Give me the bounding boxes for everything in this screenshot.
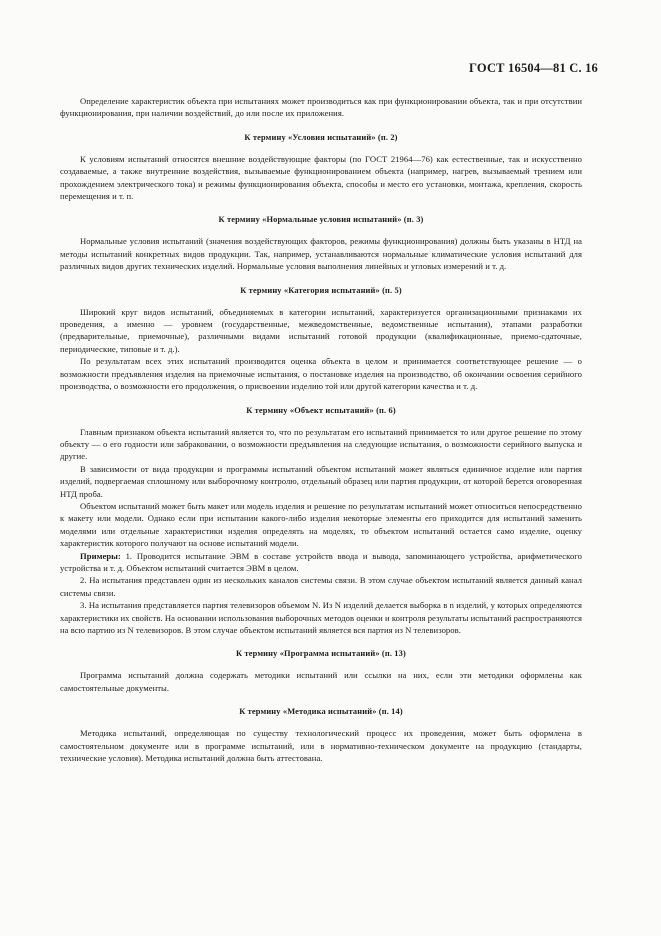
page-header: ГОСТ 16504—81 С. 16 bbox=[469, 61, 598, 75]
section-heading: К термину «Нормальные условия испытаний» (п. 3) bbox=[218, 215, 424, 225]
paragraph: Методика испытаний, определяющая по существу технологический процесс их проведения, может быть оформлена в самостоятельном документе или в программе испытаний, или в нормативно-техническом документе на продукцию (стандарты, технические условия). Методика испытаний должна быть аттестована. bbox=[60, 728, 582, 764]
paragraph-text: 1. Проводится испытание ЭВМ в составе устройств ввода и вывода, запоминающего устройства, арифметического устройства и т. д. Объектом испытаний считается ЭВМ в целом. bbox=[60, 550, 582, 573]
section-heading: К термину «Условия испытаний» (п. 2) bbox=[244, 132, 398, 142]
paragraph: 2. На испытания представлен один из нескольких каналов системы связи. В этом случае объектом испытаний является данный канал системы связи. bbox=[60, 575, 582, 598]
section-heading: К термину «Программа испытаний» (п. 13) bbox=[236, 649, 406, 659]
paragraph: Широкий круг видов испытаний, объединяемых в категории испытаний, характеризуется организационными признаками их проведения, а именно — уровнем (государственные, межведомственные, ведомственные испытания), этапами разработки (предварительные, приемочные), различными видами испытаний готовой продукции (квалификационные, приемо-сдаточные, периодические, типовые и т. д.). bbox=[60, 306, 582, 354]
paragraph: К условиям испытаний относятся внешние воздействующие факторы (по ГОСТ 21964—76) как естественные, так и искусственно создаваемые, а также внутренние воздействия, вызываемые функционированием объекта (например, нагрев, вызываемый трением или прохождением электрического тока) и режимы функционирования объекта, способы и место его установки, монтажа, крепления, скорость перемещения и т. п. bbox=[60, 153, 582, 202]
examples-label: Примеры: bbox=[80, 550, 121, 561]
section-heading: К термину «Объект испытаний» (п. 6) bbox=[246, 405, 396, 415]
paragraph: Главным признаком объекта испытаний является то, что по результатам его испытаний принимается то или другое решение по этому объекту — о его годности или забраковании, о возможности предъявления на следующие испытания, о возможности серийного выпуска и другие. bbox=[60, 426, 582, 462]
paragraph: Определение характеристик объекта при испытаниях может производиться как при функционировании объекта, так и при отсутствии функционирования, при наличии воздействий, до или после их приложения. bbox=[60, 96, 582, 119]
paragraph: В зависимости от вида продукции и программы испытаний объектом испытаний может являться единичное изделие или партия изделий, подвергаемая сплошному или выборочному контролю, отдельный образец или партия продукции, от которой берется оговоренная НТД проба. bbox=[60, 463, 582, 499]
paragraph bbox=[60, 550, 582, 575]
paragraph: 3. На испытания представляется партия телевизоров объемом N. Из N изделий делается выборка в n изделий, у которых определяются характеристики их свойств. На основании использования выборочных методов оценки и контроля результаты испытаний распространяются на всю партию из N телевизоров. В этом случае объектом испытаний является вся партия из N телевизоров. bbox=[60, 600, 582, 635]
section-heading: К термину «Категория испытаний» (п. 5) bbox=[240, 285, 402, 295]
paragraph: Нормальные условия испытаний (значения воздействующих факторов, режимы функционирования) должны быть указаны в НТД на методы испытаний конкретных видов продукции. Так, например, устанавливаются нормальные климатические условия испытаний для различных видов других технических изделий. Нормальные условия выполнения линейных и угловых измерений и т. д. bbox=[60, 236, 582, 272]
document-body bbox=[60, 95, 582, 764]
paragraph: По результатам всех этих испытаний производится оценка объекта в целом и принимается соответствующее решение — о возможности предъявления изделия на приемочные испытания, о постановке изделия на производство, об окончании освоения серийного производства, о возможности его продолжения, о присвоении изделию той или другой категории качества и т. д. bbox=[60, 356, 582, 392]
paragraph: Объектом испытаний может быть макет или модель изделия и решение по результатам испытаний может относиться непосредственно к макету или модели. Однако если при испытании какого-либо изделия некоторые элементы его приходится для испытаний заменить моделями или отдельные характеристики изделия определять на моделях, то объектом испытаний остается само изделие, оценку характеристик которого получают на основе испытаний модели. bbox=[60, 500, 582, 549]
section-heading: К термину «Методика испытаний» (п. 14) bbox=[239, 707, 403, 717]
paragraph: Программа испытаний должна содержать методики испытаний или ссылки на них, если эти методики оформлены как самостоятельные документы. bbox=[60, 670, 582, 693]
